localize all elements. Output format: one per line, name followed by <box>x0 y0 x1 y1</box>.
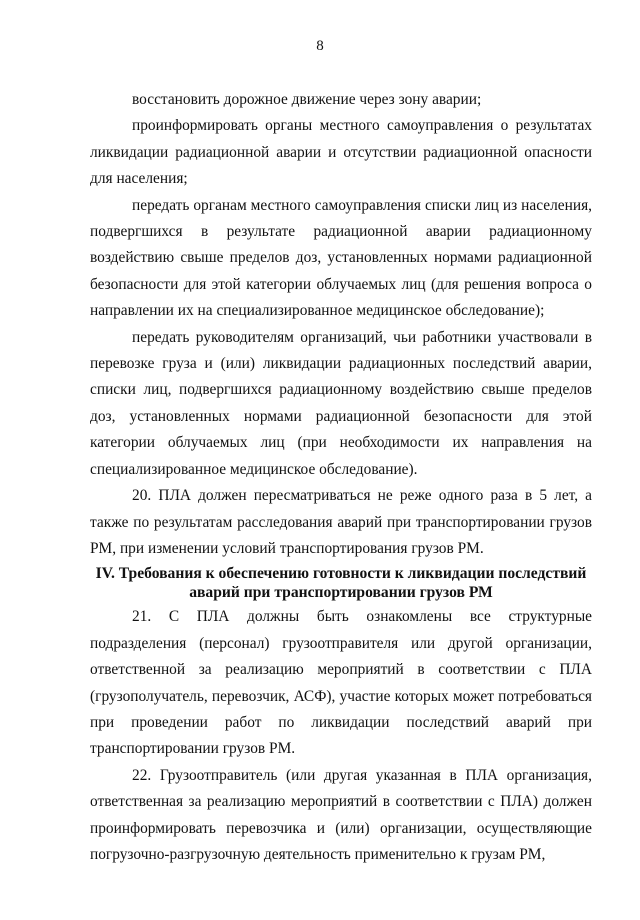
section-heading-line-1: IV. Требования к обеспечению готовности к ликвидации последствий <box>95 565 587 583</box>
document-body <box>90 87 592 868</box>
section-heading <box>90 564 592 602</box>
paragraph-item-21: 21. С ПЛА должны быть ознакомлены все структурные подразделения (персонал) грузоотправителя или другой организации, ответственной за реализацию мероприятий в соответствии с ПЛА (грузополучатель, перевозчик, АСФ), участие которых может потребоваться при проведении работ по ликвидации последствий аварий при транспортировании грузов РМ. <box>90 608 592 758</box>
paragraph-item-20: 20. ПЛА должен пересматриваться не реже одного раза в 5 лет, а также по результатам расследования аварий при транспортировании грузов РМ, при изменении условий транспортирования грузов РМ. <box>90 487 592 557</box>
page-number: 8 <box>316 38 324 54</box>
section-heading-line-2: аварий при транспортировании грузов РМ <box>189 584 493 602</box>
paragraph-item-22: 22. Грузоотправитель (или другая указанная в ПЛА организация, ответственная за реализацию мероприятий в соответствии с ПЛА) должен проинформировать перевозчика и (или) организации, осуществляющие погрузочно-разгрузочную деятельность применительно к грузам РМ, <box>90 766 592 863</box>
paragraph: восстановить дорожное движение через зону аварии; <box>132 91 482 108</box>
paragraph: передать органам местного самоуправления списки лиц из населения, подвергшихся в результате радиационной аварии радиационному воздействию свыше пределов доз, установленных нормами радиационной безопасности для этой категории облучаемых лиц (для решения вопроса о направлении их на специализированное медицинское обследование); <box>90 196 592 320</box>
paragraph: передать руководителям организаций, чьи работники участвовали в перевозке груза и (или) ликвидации радиационных последствий аварии, списки лиц, подвергшихся радиационному воздействию свыше пределов доз, установленных нормами радиационной безопасности для этой категории облучаемых лиц (при необходимости их направления на специализированное медицинское обследование). <box>90 328 592 478</box>
paragraph: проинформировать органы местного самоуправления о результатах ликвидации радиационной аварии и отсутствии радиационной опасности для населения; <box>90 117 592 188</box>
